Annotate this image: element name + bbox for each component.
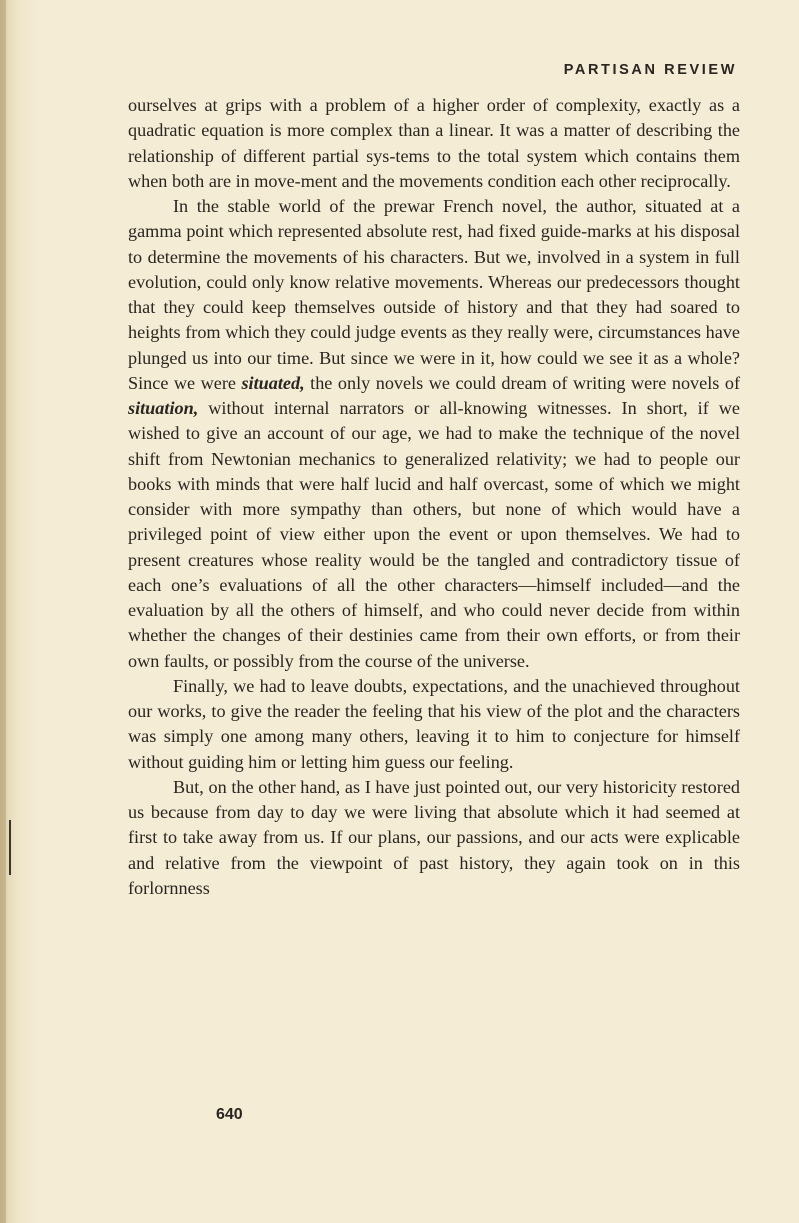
paragraph	[128, 775, 740, 901]
paragraph	[128, 194, 740, 674]
paragraph	[128, 674, 740, 775]
paragraph-text: Finally, we had to leave doubts, expectations, and the unachieved throughout our works, to give the reader the feeling that his view of the plot and the characters was simply one among many others, leaving it to him to conjecture for himself without guiding him or letting him guess our feeling.	[128, 675, 740, 772]
paragraph-text: the only novels we could dream of writing were novels of	[304, 372, 740, 393]
italic-text: situation,	[128, 398, 199, 418]
paragraph	[128, 93, 740, 194]
running-head: PARTISAN REVIEW	[563, 62, 737, 78]
italic-text: situated,	[241, 372, 305, 393]
margin-mark	[9, 820, 11, 875]
paragraph-text: without internal narrators or all-knowing witnesses. In short, if we wished to give an account of our age, we had to make the technique of the novel shift from Newtonian mechanics to generalized relativity; we had to people our books with minds that were half lucid and half overcast, some of which we might consider with more sympathy than others, but none of which would have a privileged point of view either upon the event or upon themselves. We had to present creatures whose reality would be the tangled and contradictory tissue of each one’s evaluations of all the other characters—himself included—and the evaluation by all the others of himself, and who could never decide from within whether the changes of their destinies came from their own efforts, or from their own faults, or possibly from the course of the universe.	[128, 398, 740, 671]
page-number: 640	[216, 1106, 243, 1123]
body-text	[128, 93, 740, 901]
paragraph-text: ourselves at grips with a problem of a higher order of complexity, exactly as a quadratic equation is more complex than a linear. It was a matter of describing the relationship of different partial sys-tems to the total system which contains them when both are in move-ment and the movements condition each other reciprocally.	[128, 95, 740, 191]
paragraph-text: But, on the other hand, as I have just pointed out, our very historicity restored us because from day to day we were living that absolute which it had seemed at first to take away from us. If our plans, our passions, and our acts were explicable and relative from the viewpoint of past history, they again took on in this forlornness	[128, 776, 740, 898]
paragraph-text: In the stable world of the prewar French novel, the author, situated at a gamma point which represented absolute rest, had fixed guide-marks at his disposal to determine the movements of his characters. But we, involved in a system in full evolution, could only know relative movements. Whereas our predecessors thought that they could keep themselves outside of history and that they had soared to heights from which they could judge events as they really were, circumstances have plunged us into our time. But since we were in it, how could we see it as a whole? Since we were	[128, 196, 740, 393]
